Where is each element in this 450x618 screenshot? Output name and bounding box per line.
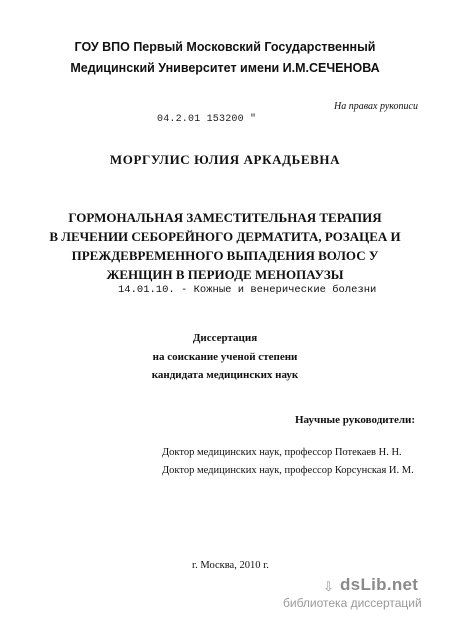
supervisor-2: Доктор медицинских наук, профессор Корсунская И. М. bbox=[162, 465, 414, 476]
manuscript-rights-note: На правах рукописи bbox=[334, 101, 418, 112]
supervisor-1: Доктор медицинских наук, профессор Потекаев Н. Н. bbox=[162, 447, 402, 458]
registration-stamp: 04.2.01 153200 " bbox=[157, 114, 257, 125]
institution-line-1: ГОУ ВПО Первый Московский Государственный bbox=[74, 40, 376, 54]
download-arrow-icon: ⇩ bbox=[323, 579, 334, 594]
degree-line-2: на соискание ученой степени bbox=[152, 351, 298, 363]
watermark-tagline: библиотека диссертаций bbox=[283, 596, 422, 610]
title-line-4: ЖЕНЩИН В ПЕРИОДЕ МЕНОПАУЗЫ bbox=[106, 267, 344, 282]
title-line-1: ГОРМОНАЛЬНАЯ ЗАМЕСТИТЕЛЬНАЯ ТЕРАПИЯ bbox=[68, 210, 382, 225]
specialty-code: 14.01.10. - Кожные и венерические болезни bbox=[118, 284, 377, 296]
title-line-3: ПРЕЖДЕВРЕМЕННОГО ВЫПАДЕНИЯ ВОЛОС У bbox=[71, 248, 379, 263]
city-year: г. Москва, 2010 г. bbox=[192, 560, 269, 571]
watermark-brand: dsLib.net bbox=[340, 575, 419, 594]
institution-line-2: Медицинский Университет имени И.М.СЕЧЕНОВА bbox=[70, 61, 380, 75]
degree-line-3: кандидата медицинских наук bbox=[151, 369, 299, 381]
author-name: МОРГУЛИС ЮЛИЯ АРКАДЬЕВНА bbox=[109, 152, 341, 167]
title-line-2: В ЛЕЧЕНИИ СЕБОРЕЙНОГО ДЕРМАТИТА, РОЗАЦЕА И bbox=[49, 229, 401, 244]
supervisors-heading: Научные руководители: bbox=[295, 414, 416, 426]
degree-line-1: Диссертация bbox=[192, 332, 258, 344]
